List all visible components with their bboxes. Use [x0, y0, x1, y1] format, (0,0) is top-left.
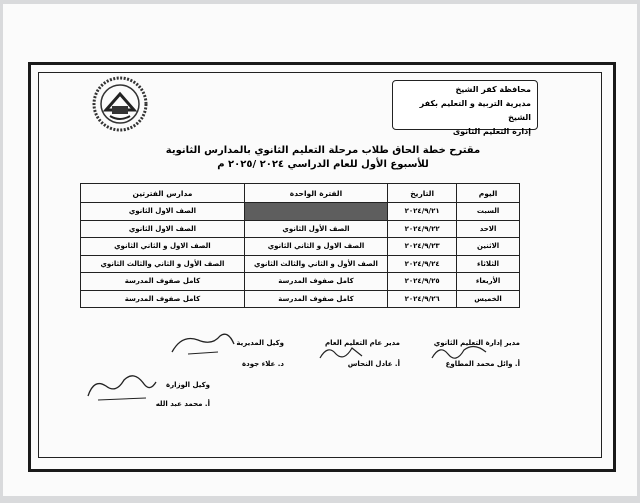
cell-day: الاحد — [457, 220, 520, 238]
title-line-1: مقترح خطة الحاق طلاب مرحلة التعليم الثانوي بالمدارس الثانوية — [165, 145, 481, 156]
cell-single-period: الصف الأول و الثاني والثالث الثانوي — [244, 255, 387, 273]
cell-day: الخميس — [457, 290, 520, 308]
department-name: إدارة التعليم الثانوى — [452, 127, 531, 136]
cell-single-period: الصف الأول الثانوي — [244, 220, 387, 238]
general-ed-signature-icon — [316, 342, 366, 364]
cell-two-periods: كامل صفوف المدرسة — [81, 290, 245, 308]
cell-two-periods: الصف الأول و الثاني والثالث الثانوي — [81, 255, 245, 273]
header-date: التاريخ — [388, 184, 457, 203]
table-row — [81, 220, 520, 238]
governorate-name: محافظة كفر الشيخ — [455, 85, 531, 94]
cell-single-period: كامل صفوف المدرسة — [244, 273, 387, 291]
cell-day: الثلاثاء — [457, 255, 520, 273]
cell-day: الاثنين — [457, 238, 520, 256]
director-signature-icon — [430, 340, 490, 364]
table-row — [81, 238, 520, 256]
cell-date: ٢٠٢٤/٩/٢١ — [388, 203, 457, 221]
cell-date: ٢٠٢٤/٩/٢٢ — [388, 220, 457, 238]
cell-two-periods: الصف الاول الثانوي — [81, 220, 245, 238]
cell-two-periods: كامل صفوف المدرسة — [81, 273, 245, 291]
ministry-name: أ. محمد عبد الله — [155, 400, 210, 408]
cell-day: الأربعاء — [457, 273, 520, 291]
document-title — [150, 144, 496, 172]
cell-two-periods: الصف الاول الثانوي — [81, 203, 245, 221]
general-ed-title: مدير عام التعليم العام — [325, 339, 400, 347]
directorate-logo-icon — [88, 76, 152, 132]
table-row — [81, 203, 520, 221]
header-single-period: الفترة الواحدة — [244, 184, 387, 203]
cell-date: ٢٠٢٤/٩/٢٣ — [388, 238, 457, 256]
cell-two-periods: الصف الاول و الثاني الثانوي — [81, 238, 245, 256]
title-line-2: للأسبوع الأول للعام الدراسي ٢٠٢٤ /٢٠٢٥ م — [217, 159, 429, 170]
ministry-signature-icon — [84, 372, 160, 404]
cell-single-period: كامل صفوف المدرسة — [244, 290, 387, 308]
cell-date: ٢٠٢٤/٩/٢٦ — [388, 290, 457, 308]
deputy-signature-icon — [168, 330, 238, 360]
directorate-header — [392, 80, 538, 136]
cell-date: ٢٠٢٤/٩/٢٤ — [388, 255, 457, 273]
ministry-title: وكيل الوزارة — [166, 381, 210, 389]
cell-single-period: الصف الاول و الثاني الثانوي — [244, 238, 387, 256]
cell-date: ٢٠٢٤/٩/٢٥ — [388, 273, 457, 291]
table-header-row — [81, 184, 520, 203]
director-name: أ. وائل محمد المطاوع — [445, 360, 520, 368]
deputy-title: وكيل المديرية — [236, 339, 284, 347]
general-ed-name: أ. عادل النحاس — [347, 360, 400, 368]
header-two-periods: مدارس الفترتين — [81, 184, 245, 203]
cell-day: السبت — [457, 203, 520, 221]
directorate-name: مديرية التربية و التعليم بكفر الشيخ — [419, 99, 531, 122]
schedule-table — [80, 183, 520, 308]
table-row — [81, 290, 520, 308]
table-row — [81, 273, 520, 291]
header-day: اليوم — [457, 184, 520, 203]
cell-single-period-redacted — [244, 203, 387, 221]
deputy-name: د. علاء جودة — [242, 360, 284, 368]
table-row — [81, 255, 520, 273]
director-title: مدير إدارة التعليم الثانوي — [433, 339, 520, 347]
